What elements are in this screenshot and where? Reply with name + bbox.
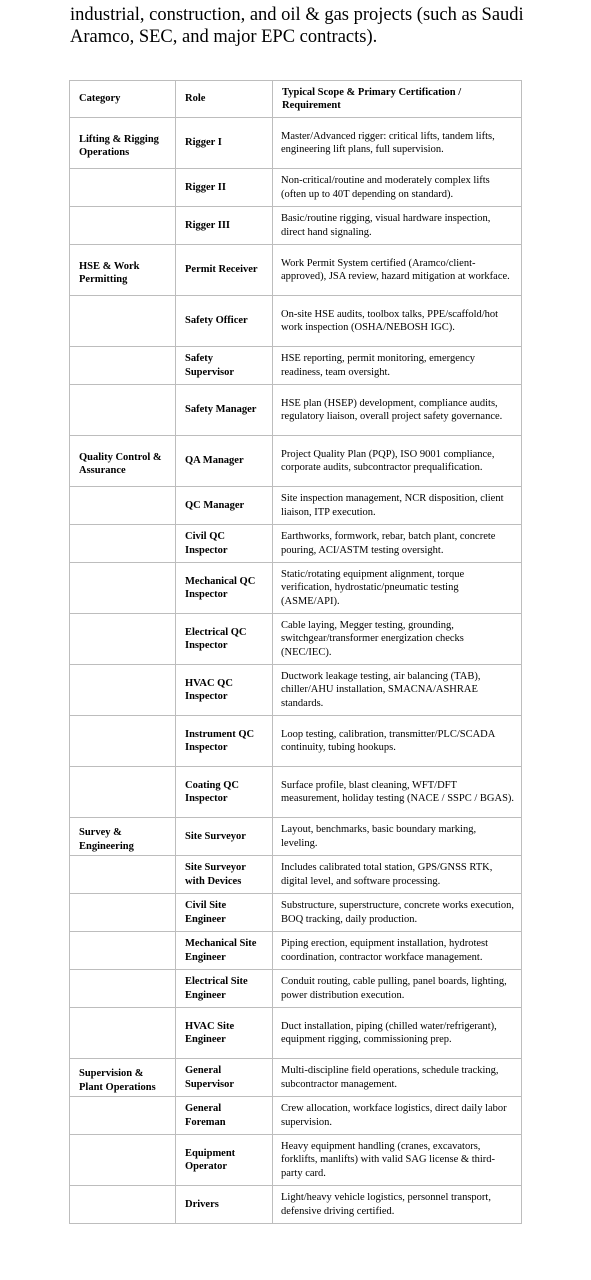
- scope-cell: Piping erection, equipment installation, hydrotest coordination, contractor workface management.: [273, 932, 522, 970]
- category-cell: [70, 169, 176, 207]
- scope-cell: Static/rotating equipment alignment, torque verification, hydrostatic/pneumatic testing (ASME/API).: [273, 563, 522, 614]
- scope-cell: Crew allocation, workface logistics, direct daily labor supervision.: [273, 1097, 522, 1135]
- table-row: [70, 970, 522, 1008]
- category-cell: HSE & Work Permitting: [70, 245, 176, 296]
- table-row: [70, 1135, 522, 1186]
- scope-cell: Duct installation, piping (chilled water/refrigerant), equipment rigging, commissioning prep.: [273, 1008, 522, 1059]
- scope-cell: Master/Advanced rigger: critical lifts, tandem lifts, engineering lift plans, full supervision.: [273, 118, 522, 169]
- role-cell: Civil Site Engineer: [176, 894, 273, 932]
- table-row: [70, 1186, 522, 1224]
- scope-cell: Site inspection management, NCR disposition, client liaison, ITP execution.: [273, 487, 522, 525]
- category-cell: Survey & Engineering: [70, 818, 176, 856]
- category-cell: [70, 1097, 176, 1135]
- category-cell: Lifting & Rigging Operations: [70, 118, 176, 169]
- intro-line-1: [70, 0, 75, 3]
- role-cell: General Supervisor: [176, 1059, 273, 1097]
- table-row: [70, 347, 522, 385]
- table-row: [70, 932, 522, 970]
- table-row: [70, 614, 522, 665]
- scope-cell: Heavy equipment handling (cranes, excavators, forklifts, manlifts) with valid SAG license & third-party card.: [273, 1135, 522, 1186]
- role-cell: General Foreman: [176, 1097, 273, 1135]
- category-cell: [70, 525, 176, 563]
- role-cell: HVAC Site Engineer: [176, 1008, 273, 1059]
- scope-cell: Includes calibrated total station, GPS/GNSS RTK, digital level, and software processing.: [273, 856, 522, 894]
- table-row: [70, 169, 522, 207]
- scope-cell: Work Permit System certified (Aramco/client-approved), JSA review, hazard mitigation at workface.: [273, 245, 522, 296]
- scope-cell: Non-critical/routine and moderately complex lifts (often up to 40T depending on standard).: [273, 169, 522, 207]
- header-scope: Typical Scope & Primary Certification / Requirement: [273, 81, 522, 118]
- scope-cell: Basic/routine rigging, visual hardware inspection, direct hand signaling.: [273, 207, 522, 245]
- role-cell: Mechanical Site Engineer: [176, 932, 273, 970]
- table-row: [70, 525, 522, 563]
- scope-cell: Substructure, superstructure, concrete works execution, BOQ tracking, daily production.: [273, 894, 522, 932]
- scope-cell: Loop testing, calibration, transmitter/PLC/SCADA continuity, tubing hookups.: [273, 716, 522, 767]
- category-cell: [70, 296, 176, 347]
- role-cell: Electrical Site Engineer: [176, 970, 273, 1008]
- scope-cell: On-site HSE audits, toolbox talks, PPE/scaffold/hot work inspection (OSHA/NEBOSH IGC).: [273, 296, 522, 347]
- category-cell: [70, 1186, 176, 1224]
- scope-cell: Light/heavy vehicle logistics, personnel transport, defensive driving certified.: [273, 1186, 522, 1224]
- table-header-row: [70, 81, 522, 118]
- category-cell: [70, 385, 176, 436]
- table-row: [70, 1059, 522, 1097]
- table-row: [70, 818, 522, 856]
- category-cell: [70, 614, 176, 665]
- scope-cell: Ductwork leakage testing, air balancing (TAB), chiller/AHU installation, SMACNA/ASHRAE standards.: [273, 665, 522, 716]
- role-cell: Rigger I: [176, 118, 273, 169]
- category-cell: [70, 1135, 176, 1186]
- role-cell: Instrument QC Inspector: [176, 716, 273, 767]
- scope-cell: HSE plan (HSEP) development, compliance audits, regulatory liaison, overall project safety governance.: [273, 385, 522, 436]
- table-row: [70, 856, 522, 894]
- role-cell: Drivers: [176, 1186, 273, 1224]
- table-row: [70, 487, 522, 525]
- category-cell: [70, 563, 176, 614]
- table-row: [70, 563, 522, 614]
- category-cell: [70, 767, 176, 818]
- scope-cell: Multi-discipline field operations, schedule tracking, subcontractor management.: [273, 1059, 522, 1097]
- table-row: [70, 207, 522, 245]
- role-cell: QC Manager: [176, 487, 273, 525]
- scope-cell: Project Quality Plan (PQP), ISO 9001 compliance, corporate audits, subcontractor prequalification.: [273, 436, 522, 487]
- roles-table: [69, 80, 522, 1224]
- category-cell: Supervision & Plant Operations: [70, 1059, 176, 1097]
- scope-cell: Cable laying, Megger testing, grounding, switchgear/transformer energization checks (NEC/IEC).: [273, 614, 522, 665]
- category-cell: [70, 970, 176, 1008]
- role-cell: Mechanical QC Inspector: [176, 563, 273, 614]
- role-cell: Civil QC Inspector: [176, 525, 273, 563]
- role-cell: Safety Supervisor: [176, 347, 273, 385]
- table-row: [70, 118, 522, 169]
- role-cell: Rigger II: [176, 169, 273, 207]
- role-cell: Electrical QC Inspector: [176, 614, 273, 665]
- table-row: [70, 245, 522, 296]
- role-cell: Safety Manager: [176, 385, 273, 436]
- intro-paragraph: [70, 0, 580, 48]
- table-body: [70, 118, 522, 1224]
- category-cell: [70, 856, 176, 894]
- category-cell: [70, 665, 176, 716]
- table-row: [70, 385, 522, 436]
- table-row: [70, 296, 522, 347]
- role-cell: Rigger III: [176, 207, 273, 245]
- category-cell: [70, 347, 176, 385]
- category-cell: [70, 932, 176, 970]
- category-cell: [70, 1008, 176, 1059]
- category-cell: [70, 487, 176, 525]
- scope-cell: Layout, benchmarks, basic boundary marking, leveling.: [273, 818, 522, 856]
- role-cell: Site Surveyor: [176, 818, 273, 856]
- category-cell: Quality Control & Assurance: [70, 436, 176, 487]
- role-cell: HVAC QC Inspector: [176, 665, 273, 716]
- role-cell: Equipment Operator: [176, 1135, 273, 1186]
- category-cell: [70, 894, 176, 932]
- scope-cell: HSE reporting, permit monitoring, emergency readiness, team oversight.: [273, 347, 522, 385]
- intro-line-3: Aramco, SEC, and major EPC contracts).: [70, 27, 378, 47]
- scope-cell: Surface profile, blast cleaning, WFT/DFT measurement, holiday testing (NACE / SSPC / BGAS).: [273, 767, 522, 818]
- table-row: [70, 1097, 522, 1135]
- role-cell: Permit Receiver: [176, 245, 273, 296]
- role-cell: Safety Officer: [176, 296, 273, 347]
- scope-cell: Earthworks, formwork, rebar, batch plant, concrete pouring, ACI/ASTM testing oversight.: [273, 525, 522, 563]
- scope-cell: Conduit routing, cable pulling, panel boards, lighting, power distribution execution.: [273, 970, 522, 1008]
- intro-line-2: industrial, construction, and oil & gas projects (such as Saudi: [70, 5, 524, 25]
- table-row: [70, 436, 522, 487]
- category-cell: [70, 716, 176, 767]
- table-row: [70, 665, 522, 716]
- role-cell: QA Manager: [176, 436, 273, 487]
- header-role: Role: [176, 81, 273, 118]
- table-row: [70, 1008, 522, 1059]
- role-cell: Coating QC Inspector: [176, 767, 273, 818]
- role-cell: Site Surveyor with Devices: [176, 856, 273, 894]
- table-row: [70, 767, 522, 818]
- header-category: Category: [70, 81, 176, 118]
- table-row: [70, 716, 522, 767]
- category-cell: [70, 207, 176, 245]
- table-row: [70, 894, 522, 932]
